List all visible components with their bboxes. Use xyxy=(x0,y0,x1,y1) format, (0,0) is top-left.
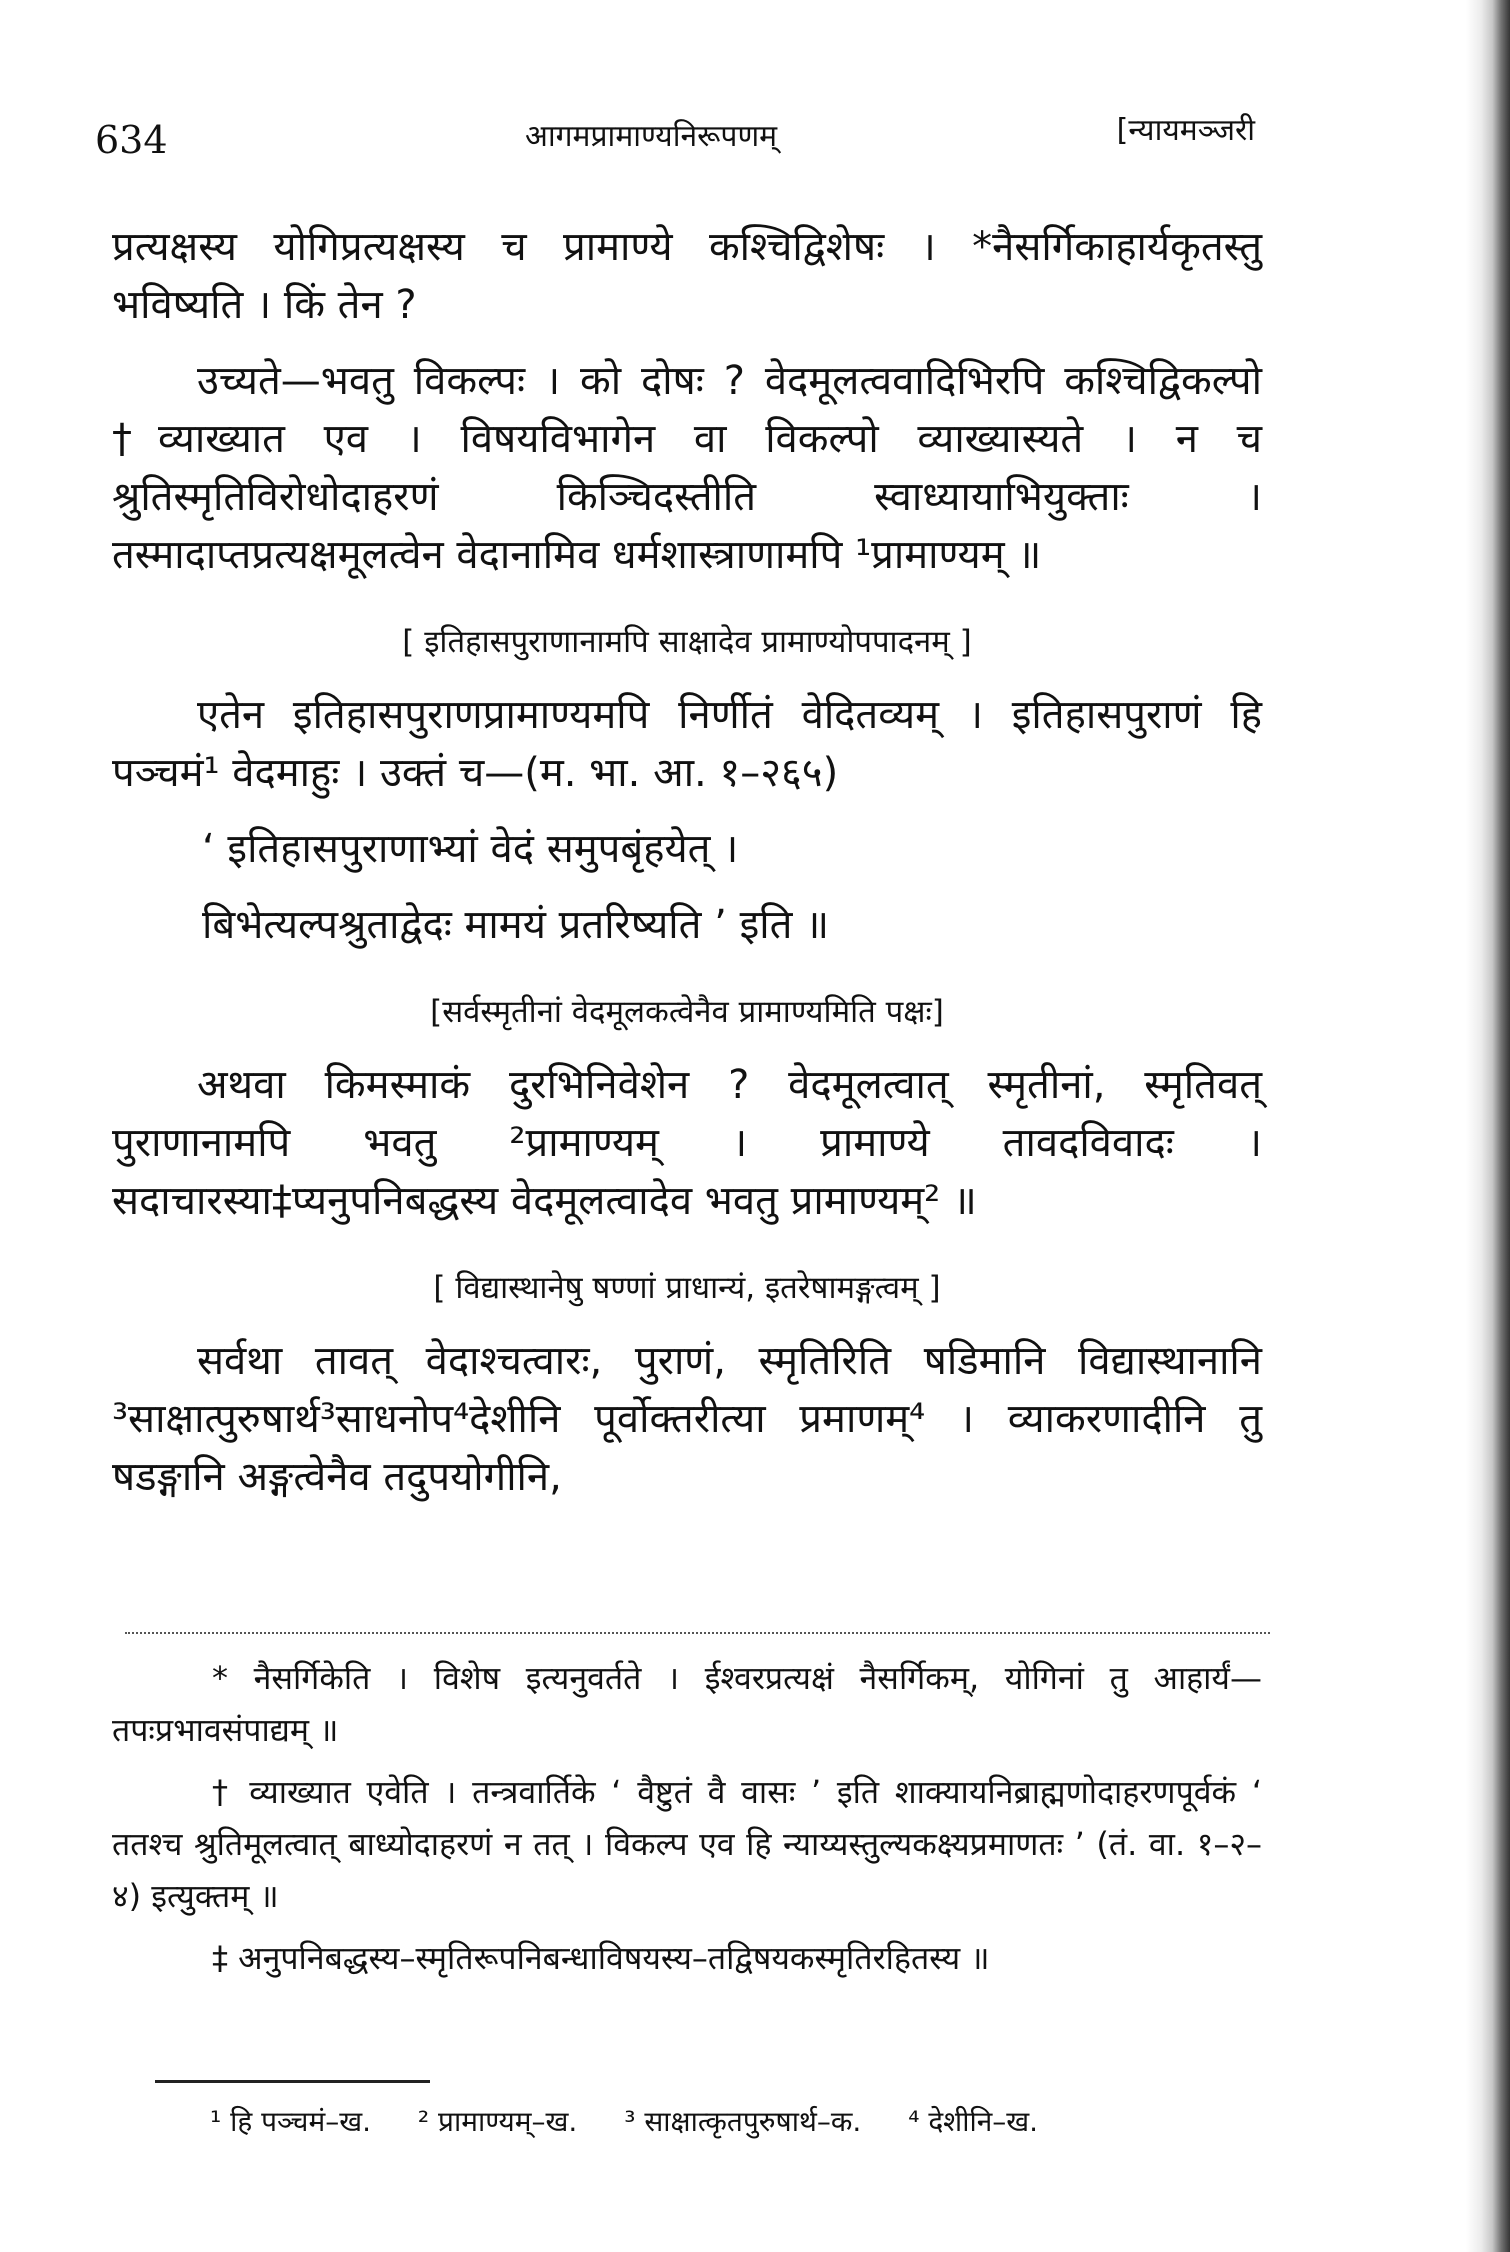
book-title: [न्यायमञ्जरी xyxy=(1116,113,1255,148)
variant-1: ¹ हि पञ्चमं–ख. xyxy=(210,2105,372,2138)
variant-3: ³ साक्षात्कृतपुरुषार्थ–क. xyxy=(624,2105,862,2138)
variant-4: ⁴ देशीनि–ख. xyxy=(908,2105,1039,2138)
section-heading-2: [सर्वस्मृतीनां वेदमूलकत्वेनैव प्रामाण्यमिति पक्षः] xyxy=(430,994,944,1030)
section-heading-3: [ विद्यास्थानेषु षण्णां प्राधान्यं, इतरेषामङ्गत्वम् ] xyxy=(433,1270,941,1306)
commentary-notes xyxy=(112,1652,1262,1994)
verse-line-2: बिभेत्यल्पश्रुताद्वेदः मामयं प्रतरिष्यति ’ इति ॥ xyxy=(202,902,830,948)
note-3: ‡ अनुपनिबद्धस्य–स्मृतिरूपनिबन्धाविषयस्य–तद्विषयकस्मृतिरहितस्य ॥ xyxy=(212,1939,990,1977)
page-number: 634 xyxy=(95,118,168,162)
paragraph-3: एतेन इतिहासपुराणप्रामाण्यमपि निर्णीतं वेदितव्यम् । इतिहासपुराणं हि पञ्चमं¹ वेदमाहुः । उक्तं च—(म. भा. आ. १–२६५) xyxy=(112,692,1262,796)
page-binding-edge xyxy=(1466,0,1510,2252)
paragraph-5: सर्वथा तावत् वेदाश्चत्वारः, पुराणं, स्मृतिरिति षडिमानि विद्यास्थानानि ³साक्षात्पुरुषार्थ³साधनोप⁴देशीनि पूर्वोक्तरीत्या प्रमाणम्⁴ । व्याकरणादीनि तु षडङ्गानि अङ्गत्वेनैव तदुपयोगीनि, xyxy=(112,1338,1262,1500)
paragraph-4: अथवा किमस्माकं दुरभिनिवेशेन ? वेदमूलत्वात् स्मृतीनां, स्मृतिवत् पुराणानामपि भवतु ²प्रामाण्यम् । प्रामाण्ये तावदविवादः । सदाचारस्या‡प्यनुपनिबद्धस्य वेदमूलत्वादेव भवतु प्रामाण्यम्² ॥ xyxy=(112,1062,1262,1224)
footnote-separator xyxy=(125,1632,1270,1634)
note-2: † व्याख्यात एवेति । तन्त्रवार्तिके ‘ वैष्टुतं वै वासः ’ इति शाक्यायनिब्राह्मणोदाहरणपूर्वकं ‘ ततश्च श्रुतिमूलत्वात् बाध्योदाहरणं न तत् । विकल्प एव हि न्याय्यस्तुल्यकक्ष्यप्रमाणतः ’ (तं. वा. १–२–४) इत्युक्तम् ॥ xyxy=(112,1773,1262,1915)
paragraph-1: प्रत्यक्षस्य योगिप्रत्यक्षस्य च प्रामाण्ये कश्चिद्विशेषः । *नैसर्गिकाहार्यकृतस्तु भविष्यति । किं तेन ? xyxy=(112,224,1262,328)
verse-line-1: ‘ इतिहासपुराणाभ्यां वेदं समुपबृंहयेत् । xyxy=(202,826,739,872)
variant-2: ² प्रामाण्यम्–ख. xyxy=(417,2105,578,2138)
note-1: * नैसर्गिकेति । विशेष इत्यनुवर्तते । ईश्वरप्रत्यक्षं नैसर्गिकम्, योगिनां तु आहार्यं—तपःप्रभावसंपाद्यम् ॥ xyxy=(112,1659,1262,1749)
page-header xyxy=(95,108,1255,168)
section-heading-1: [ इतिहासपुराणानामपि साक्षादेव प्रामाण्योपपादनम् ] xyxy=(402,624,972,660)
paragraph-2: उच्यते—भवतु विकल्पः । को दोषः ? वेदमूलत्ववादिभिरपि कश्चिद्विकल्पो †व्याख्यात एव । विषयविभागेन वा विकल्पो व्याख्यास्यते । न च श्रुतिस्मृतिविरोधोदाहरणं किञ्चिदस्तीति स्वाध्यायाभियुक्ताः । तस्मादाप्तप्रत्यक्षमूलत्वेन वेदानामिव धर्मशास्त्राणामपि ¹प्रामाण्यम् ॥ xyxy=(112,358,1262,578)
variant-readings xyxy=(210,2100,1270,2144)
running-title: आगमप्रामाण्यनिरूपणम् xyxy=(525,119,778,154)
variants-separator xyxy=(155,2080,430,2083)
main-text xyxy=(112,218,1262,1524)
